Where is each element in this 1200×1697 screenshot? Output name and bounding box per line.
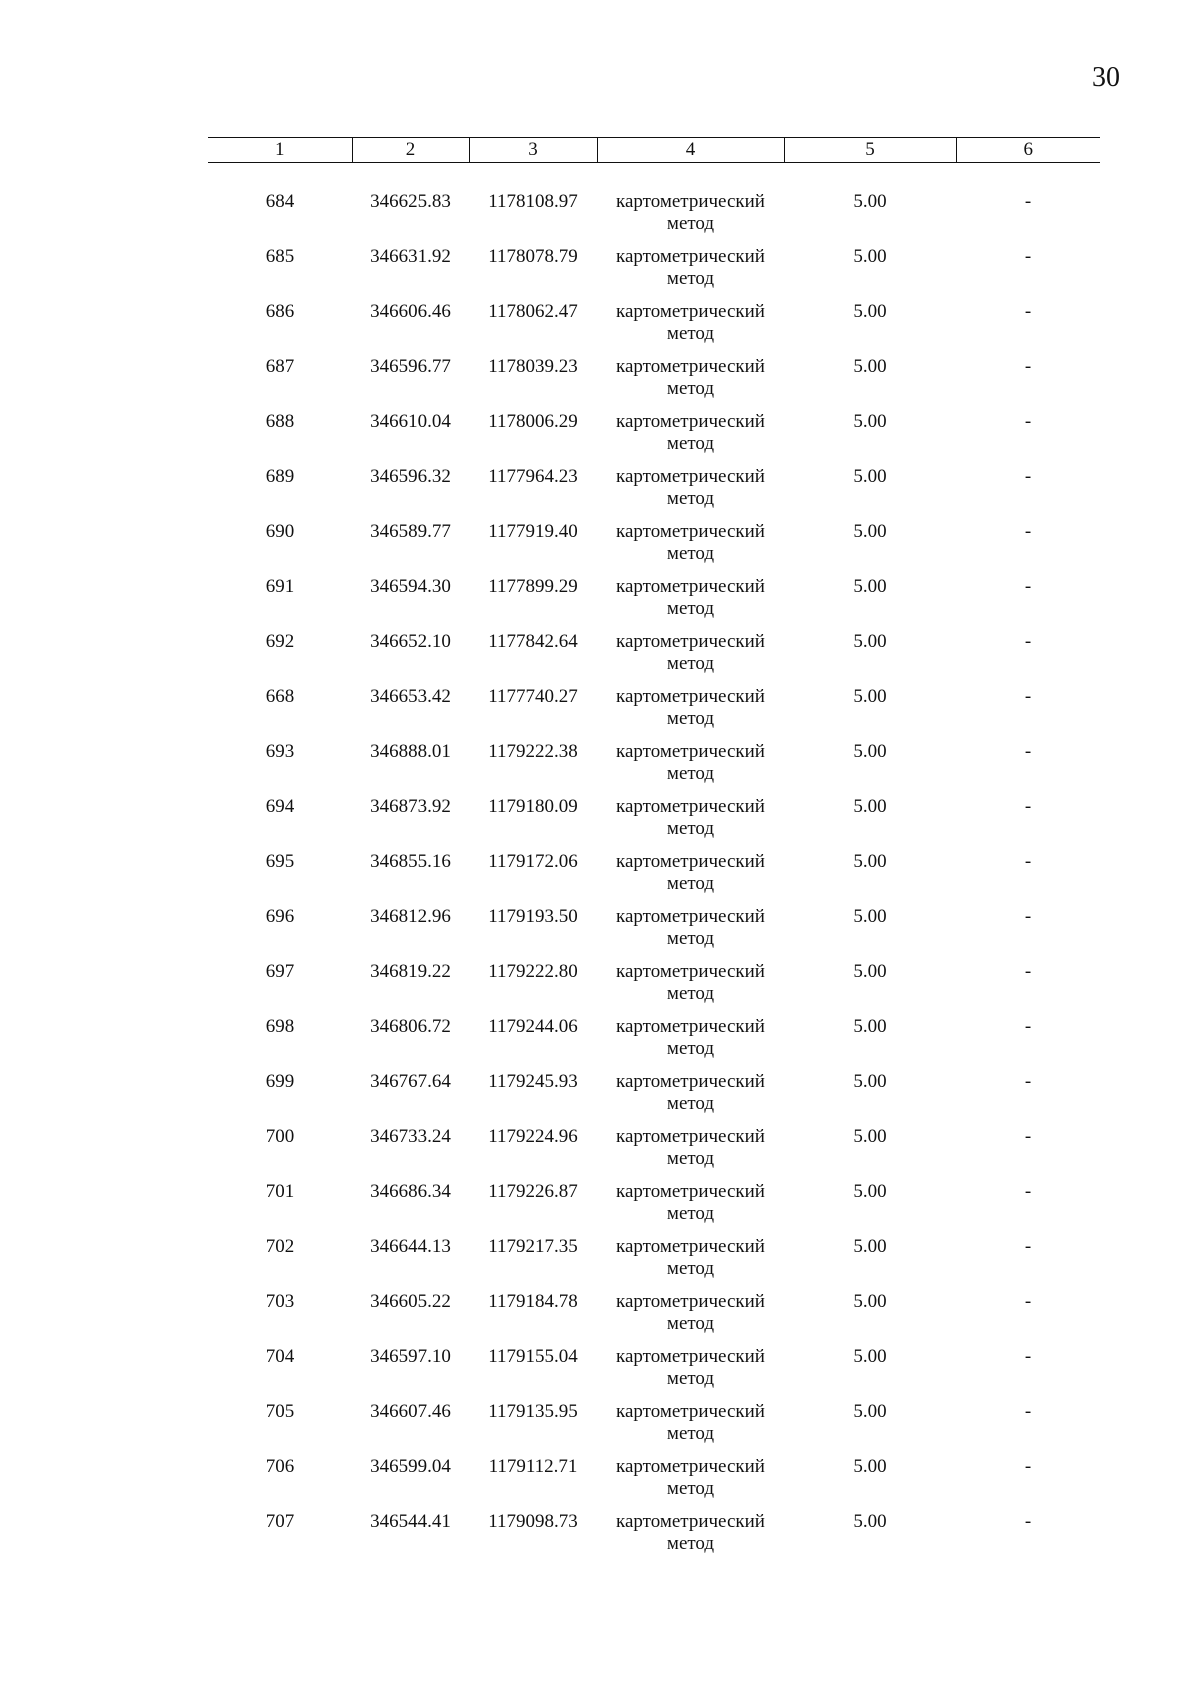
table-row (208, 1126, 1100, 1181)
x-coordinate-cell: 346819.22 (370, 961, 451, 982)
y-coordinate-cell: 1179180.09 (488, 796, 578, 817)
y-coordinate-cell: 1177919.40 (488, 521, 578, 542)
note-cell: - (1024, 1236, 1032, 1257)
method-text-line-1: картометрический (616, 1236, 765, 1257)
table-row (208, 1016, 1100, 1071)
x-coordinate-cell: 346597.10 (370, 1346, 451, 1367)
column-header-6: 6 (956, 138, 1100, 163)
x-coordinate-cell: 346606.46 (370, 301, 451, 322)
table-row (208, 301, 1100, 356)
note-cell: - (1024, 411, 1032, 432)
header-spacer (208, 163, 1100, 192)
method-text-line-1: картометрический (616, 1181, 765, 1202)
method-cell (597, 576, 784, 631)
point-id-cell: 704 (265, 1346, 295, 1367)
method-text-line-1: картометрический (616, 356, 765, 377)
note-cell: - (1024, 1291, 1032, 1312)
table-header (208, 138, 1100, 163)
method-text-line-1: картометрический (616, 1126, 765, 1147)
table-row (208, 356, 1100, 411)
table-row (208, 631, 1100, 686)
method-text-line-2: метод (666, 1203, 715, 1224)
method-cell (597, 796, 784, 851)
note-cell: - (1024, 1016, 1032, 1037)
column-header-3: 3 (469, 138, 597, 163)
method-text-line-2: метод (666, 1533, 715, 1554)
point-id-cell: 705 (265, 1401, 295, 1422)
y-coordinate-cell: 1177842.64 (488, 631, 578, 652)
x-coordinate-cell: 346806.72 (370, 1016, 451, 1037)
note-cell: - (1024, 906, 1032, 927)
method-cell (597, 1181, 784, 1236)
method-text-line-2: метод (666, 1478, 715, 1499)
y-coordinate-cell: 1178078.79 (488, 246, 578, 267)
method-cell (597, 1071, 784, 1126)
accuracy-cell: 5.00 (853, 411, 887, 432)
method-cell (597, 1456, 784, 1511)
method-text-line-1: картометрический (616, 631, 765, 652)
method-cell (597, 1016, 784, 1071)
accuracy-cell: 5.00 (853, 1401, 887, 1422)
method-text-line-1: картометрический (616, 851, 765, 872)
accuracy-cell: 5.00 (853, 356, 887, 377)
accuracy-cell: 5.00 (853, 906, 887, 927)
x-coordinate-cell: 346607.46 (370, 1401, 451, 1422)
method-cell (597, 1236, 784, 1291)
point-id-cell: 703 (265, 1291, 295, 1312)
point-id-cell: 700 (265, 1126, 295, 1147)
method-text-line-2: метод (666, 1258, 715, 1279)
x-coordinate-cell: 346652.10 (370, 631, 451, 652)
y-coordinate-cell: 1179217.35 (488, 1236, 578, 1257)
note-cell: - (1024, 1401, 1032, 1422)
method-text-line-2: метод (666, 213, 715, 234)
table-row (208, 1346, 1100, 1401)
method-cell (597, 1346, 784, 1401)
x-coordinate-cell: 346888.01 (370, 741, 451, 762)
table-row (208, 576, 1100, 631)
point-id-cell: 698 (265, 1016, 295, 1037)
method-cell (597, 1126, 784, 1181)
y-coordinate-cell: 1179112.71 (488, 1456, 578, 1477)
point-id-cell: 695 (265, 851, 295, 872)
method-text-line-1: картометрический (616, 1291, 765, 1312)
method-text-line-2: метод (666, 928, 715, 949)
point-id-cell: 668 (265, 686, 295, 707)
note-cell: - (1024, 466, 1032, 487)
point-id-cell: 686 (265, 301, 295, 322)
method-cell (597, 1291, 784, 1346)
accuracy-cell: 5.00 (853, 1511, 887, 1532)
x-coordinate-cell: 346599.04 (370, 1456, 451, 1477)
x-coordinate-cell: 346631.92 (370, 246, 451, 267)
method-text-line-2: метод (666, 1368, 715, 1389)
y-coordinate-cell: 1179222.80 (488, 961, 578, 982)
page-number: 30 (1092, 62, 1120, 93)
accuracy-cell: 5.00 (853, 1126, 887, 1147)
accuracy-cell: 5.00 (853, 246, 887, 267)
note-cell: - (1024, 1346, 1032, 1367)
y-coordinate-cell: 1179172.06 (488, 851, 578, 872)
method-cell (597, 686, 784, 741)
table-row (208, 246, 1100, 301)
x-coordinate-cell: 346733.24 (370, 1126, 451, 1147)
method-text-line-1: картометрический (616, 521, 765, 542)
note-cell: - (1024, 521, 1032, 542)
y-coordinate-cell: 1179135.95 (488, 1401, 578, 1422)
point-id-cell: 684 (265, 191, 295, 212)
method-text-line-2: метод (666, 1313, 715, 1334)
method-text-line-2: метод (666, 378, 715, 399)
table-row (208, 521, 1100, 576)
note-cell: - (1024, 631, 1032, 652)
coordinates-table (208, 137, 1100, 1566)
y-coordinate-cell: 1179244.06 (488, 1016, 578, 1037)
method-text-line-1: картометрический (616, 906, 765, 927)
x-coordinate-cell: 346605.22 (370, 1291, 451, 1312)
table-row (208, 1071, 1100, 1126)
accuracy-cell: 5.00 (853, 1016, 887, 1037)
note-cell: - (1024, 961, 1032, 982)
point-id-cell: 692 (265, 631, 295, 652)
x-coordinate-cell: 346812.96 (370, 906, 451, 927)
accuracy-cell: 5.00 (853, 961, 887, 982)
method-text-line-1: картометрический (616, 1346, 765, 1367)
method-text-line-2: метод (666, 873, 715, 894)
method-cell (597, 906, 784, 961)
table-row (208, 851, 1100, 906)
method-text-line-1: картометрический (616, 686, 765, 707)
y-coordinate-cell: 1178039.23 (488, 356, 578, 377)
method-text-line-2: метод (666, 983, 715, 1004)
table-row (208, 1291, 1100, 1346)
method-text-line-1: картометрический (616, 961, 765, 982)
method-text-line-1: картометрический (616, 1071, 765, 1092)
x-coordinate-cell: 346596.32 (370, 466, 451, 487)
y-coordinate-cell: 1179193.50 (488, 906, 578, 927)
y-coordinate-cell: 1179245.93 (488, 1071, 578, 1092)
note-cell: - (1024, 1126, 1032, 1147)
y-coordinate-cell: 1177964.23 (488, 466, 578, 487)
method-cell (597, 1401, 784, 1456)
table-row (208, 796, 1100, 851)
x-coordinate-cell: 346589.77 (370, 521, 451, 542)
note-cell: - (1024, 301, 1032, 322)
method-text-line-2: метод (666, 598, 715, 619)
x-coordinate-cell: 346767.64 (370, 1071, 451, 1092)
note-cell: - (1024, 356, 1032, 377)
table-row (208, 1181, 1100, 1236)
point-id-cell: 701 (265, 1181, 295, 1202)
x-coordinate-cell: 346686.34 (370, 1181, 451, 1202)
method-cell (597, 961, 784, 1016)
method-text-line-2: метод (666, 543, 715, 564)
method-text-line-1: картометрический (616, 796, 765, 817)
method-text-line-2: метод (666, 488, 715, 509)
column-header-2: 2 (352, 138, 469, 163)
point-id-cell: 697 (265, 961, 295, 982)
method-text-line-2: метод (666, 1148, 715, 1169)
point-id-cell: 687 (265, 356, 295, 377)
accuracy-cell: 5.00 (853, 1346, 887, 1367)
method-text-line-2: метод (666, 1093, 715, 1114)
note-cell: - (1024, 851, 1032, 872)
accuracy-cell: 5.00 (853, 521, 887, 542)
table-row (208, 686, 1100, 741)
method-text-line-1: картометрический (616, 1016, 765, 1037)
method-text-line-2: метод (666, 433, 715, 454)
note-cell: - (1024, 796, 1032, 817)
header-row (208, 138, 1100, 163)
table-body (208, 163, 1100, 1567)
table-row (208, 411, 1100, 466)
point-id-cell: 691 (265, 576, 295, 597)
method-cell (597, 741, 784, 796)
method-text-line-2: метод (666, 763, 715, 784)
x-coordinate-cell: 346625.83 (370, 191, 451, 212)
table-row (208, 1456, 1100, 1511)
accuracy-cell: 5.00 (853, 191, 887, 212)
y-coordinate-cell: 1177899.29 (488, 576, 578, 597)
y-coordinate-cell: 1179226.87 (488, 1181, 578, 1202)
method-text-line-1: картометрический (616, 411, 765, 432)
method-cell (597, 191, 784, 246)
method-cell (597, 466, 784, 521)
accuracy-cell: 5.00 (853, 631, 887, 652)
point-id-cell: 689 (265, 466, 295, 487)
note-cell: - (1024, 246, 1032, 267)
method-text-line-2: метод (666, 323, 715, 344)
table-row (208, 1401, 1100, 1456)
point-id-cell: 694 (265, 796, 295, 817)
y-coordinate-cell: 1178006.29 (488, 411, 578, 432)
y-coordinate-cell: 1177740.27 (488, 686, 578, 707)
method-cell (597, 521, 784, 576)
note-cell: - (1024, 1511, 1032, 1532)
method-text-line-2: метод (666, 1038, 715, 1059)
point-id-cell: 685 (265, 246, 295, 267)
accuracy-cell: 5.00 (853, 851, 887, 872)
method-text-line-2: метод (666, 1423, 715, 1444)
x-coordinate-cell: 346855.16 (370, 851, 451, 872)
point-id-cell: 693 (265, 741, 295, 762)
accuracy-cell: 5.00 (853, 796, 887, 817)
x-coordinate-cell: 346873.92 (370, 796, 451, 817)
x-coordinate-cell: 346610.04 (370, 411, 451, 432)
method-cell (597, 356, 784, 411)
method-text-line-1: картометрический (616, 466, 765, 487)
table-row (208, 906, 1100, 961)
y-coordinate-cell: 1179098.73 (488, 1511, 578, 1532)
column-header-4: 4 (597, 138, 784, 163)
point-id-cell: 696 (265, 906, 295, 927)
table-row (208, 741, 1100, 796)
point-id-cell: 702 (265, 1236, 295, 1257)
method-cell (597, 301, 784, 356)
y-coordinate-cell: 1179222.38 (488, 741, 578, 762)
method-text-line-1: картометрический (616, 191, 765, 212)
note-cell: - (1024, 1456, 1032, 1477)
note-cell: - (1024, 191, 1032, 212)
accuracy-cell: 5.00 (853, 466, 887, 487)
note-cell: - (1024, 741, 1032, 762)
table-row (208, 961, 1100, 1016)
accuracy-cell: 5.00 (853, 576, 887, 597)
method-text-line-2: метод (666, 653, 715, 674)
accuracy-cell: 5.00 (853, 741, 887, 762)
table-row (208, 191, 1100, 246)
method-text-line-1: картометрический (616, 1401, 765, 1422)
note-cell: - (1024, 686, 1032, 707)
accuracy-cell: 5.00 (853, 1456, 887, 1477)
table-row (208, 466, 1100, 521)
point-id-cell: 706 (265, 1456, 295, 1477)
method-cell (597, 1511, 784, 1566)
accuracy-cell: 5.00 (853, 1071, 887, 1092)
method-text-line-1: картометрический (616, 1511, 765, 1532)
method-text-line-2: метод (666, 708, 715, 729)
accuracy-cell: 5.00 (853, 686, 887, 707)
table-row (208, 1511, 1100, 1566)
y-coordinate-cell: 1179184.78 (488, 1291, 578, 1312)
method-cell (597, 246, 784, 301)
x-coordinate-cell: 346596.77 (370, 356, 451, 377)
point-id-cell: 688 (265, 411, 295, 432)
accuracy-cell: 5.00 (853, 1181, 887, 1202)
x-coordinate-cell: 346653.42 (370, 686, 451, 707)
column-header-1: 1 (208, 138, 352, 163)
method-text-line-1: картометрический (616, 1456, 765, 1477)
method-text-line-2: метод (666, 818, 715, 839)
y-coordinate-cell: 1178108.97 (488, 191, 578, 212)
accuracy-cell: 5.00 (853, 1236, 887, 1257)
note-cell: - (1024, 576, 1032, 597)
x-coordinate-cell: 346644.13 (370, 1236, 451, 1257)
note-cell: - (1024, 1181, 1032, 1202)
x-coordinate-cell: 346594.30 (370, 576, 451, 597)
accuracy-cell: 5.00 (853, 1291, 887, 1312)
method-cell (597, 411, 784, 466)
method-text-line-2: метод (666, 268, 715, 289)
point-id-cell: 699 (265, 1071, 295, 1092)
y-coordinate-cell: 1178062.47 (488, 301, 578, 322)
point-id-cell: 690 (265, 521, 295, 542)
column-header-5: 5 (784, 138, 956, 163)
method-cell (597, 851, 784, 906)
x-coordinate-cell: 346544.41 (370, 1511, 451, 1532)
method-text-line-1: картометрический (616, 576, 765, 597)
method-cell (597, 631, 784, 686)
y-coordinate-cell: 1179155.04 (488, 1346, 578, 1367)
method-text-line-1: картометрический (616, 741, 765, 762)
table-row (208, 1236, 1100, 1291)
accuracy-cell: 5.00 (853, 301, 887, 322)
point-id-cell: 707 (265, 1511, 295, 1532)
note-cell: - (1024, 1071, 1032, 1092)
y-coordinate-cell: 1179224.96 (488, 1126, 578, 1147)
method-text-line-1: картометрический (616, 301, 765, 322)
method-text-line-1: картометрический (616, 246, 765, 267)
